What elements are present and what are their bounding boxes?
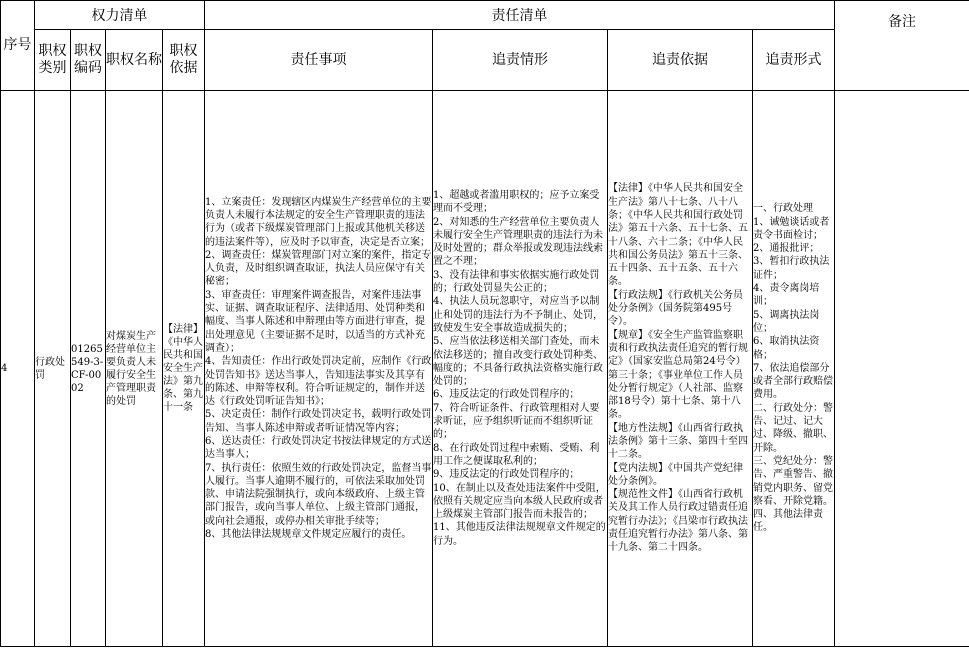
power-list-header: 权力清单 (35, 1, 205, 30)
row-accountability-basis: 【法律】《中华人民共和国安全生产法》第八十七条、八十八条；《中华人民共和国行政处罚法》第五十六条、五十七条、五十八条、六十二条；《中华人民共和国公务员法》第五十三条、五十四条、五十五条、五十六条。 【行政法规】《行政机关公务员处分条例》（国务院第495号令）。 【规章】《安全生产监管监察职责和行政执法责任追究的暂行规定》（国家安监总局第24号令）第三十条；《事业单位工作人员处分暂行规定》（人社部、监察部18号令）第十七条、第十八条。 【地方性法规】《山西省行政执法条例》第十三条、第四十至四十二条。 【党内法规】《中国共产党纪律处分条例》。 【规范性文件】《山西省行政机关及其工作人员行政过错责任追究暂行办法》；《吕梁市行政执法责任追究暂行办法》第八条、第十九条、第二十四条。 (608, 91, 753, 647)
row-power-type: 行政处罚 (35, 91, 71, 647)
remark-header: 备注 (835, 1, 969, 91)
accountability-forms-header: 追责形式 (753, 30, 835, 91)
row-accountability-forms: 一、行政处理 1、诫勉谈话或者责令书面检讨； 2、通报批评； 3、暂扣行政执法证件； 4、责令离岗培训； 5、调离执法岗位； 6、取消执法资格； 7、依法追偿部分或者全部行政赔偿费用。 二、行政处分：警告、记过、记大过、降级、撤职、开除。 三、党纪处分：警告、严重警告、撤销党内职务、留党察看、开除党籍。 四、其他法律责任。 (753, 91, 835, 647)
row-power-code: 01265549-3-CF-0002 (71, 91, 106, 647)
row-duty-items: 1、立案责任：发现辖区内煤炭生产经营单位的主要负责人未履行本法规定的安全生产管理职责的违法行为（或者下级煤炭管理部门上报或其他机关移送的违法案件等），应及时予以审查，决定是否立案； 2、调查责任：煤炭管理部门对立案的案件，指定专人负责，及时组织调查取证，执法人员应保守有关秘密； 3、审查责任：审理案件调查报告，对案件违法事实、证据、调查取证程序、法律适用、处罚种类和幅度、当事人陈述和申辩理由等方面进行审查，提出处理意见（主要证据不足时，以适当的方式补充调查）； 4、告知责任：作出行政处罚决定前，应制作《行政处罚告知书》送达当事人，告知违法事实及其享有的陈述、申辩等权利。符合听证规定的，制作并送达《行政处罚听证告知书》； 5、决定责任：制作行政处罚决定书，载明行政处罚告知、当事人陈述申辩或者听证情况等内容； 6、送达责任：行政处罚决定书按法律规定的方式送达当事人； 7、执行责任：依照生效的行政处罚决定，监督当事人履行。当事人逾期不履行的，可依法采取加处罚款、申请法院强制执行，或向本级政府、上级主管部门报告，或向当事人单位、上级主管部门通报，或向社会通报，或停办相关审批手续等； 8、其他法律法规规章文件规定应履行的责任。 (205, 91, 433, 647)
power-name-header: 职权名称 (106, 30, 163, 91)
seq-header: 序号 (1, 1, 35, 91)
duty-items-header: 责任事项 (205, 30, 433, 91)
accountability-cases-header: 追责情形 (433, 30, 608, 91)
power-type-header: 职权类别 (35, 30, 71, 91)
row-power-basis: 【法律】《中华人民共和国安全生产法》第九条、第九十一条 (163, 91, 205, 647)
accountability-basis-header: 追责依据 (608, 30, 753, 91)
power-basis-header: 职权依据 (163, 30, 205, 91)
table-row (1, 91, 969, 647)
power-code-header: 职权编码 (71, 30, 106, 91)
row-power-name: 对煤炭生产经营单位主要负责人未履行安全生产管理职责的处罚 (106, 91, 163, 647)
duty-list-header: 责任清单 (205, 1, 835, 30)
row-accountability-cases: 1、超越或者滥用职权的；应予立案受理而不受理； 2、对知悉的生产经营单位主要负责人未履行安全生产管理职责的违法行为未及时处置的；群众举报或发现违法线索置之不理； 3、没有法律和事实依据实施行政处罚的；行政处罚显失公正的； 4、执法人员玩忽职守，对应当予以制止和处罚的违法行为不予制止、处罚，致使发生安全事故造成损失的； 5、应当依法移送相关部门查处，而未依法移送的；擅自改变行政处罚种类、幅度的；不具备行政执法资格实施行政处罚的； 6、违反法定的行政处罚程序的； 7、符合听证条件、行政管理相对人要求听证，应予组织听证而不组织听证的； 8、在行政处罚过程中索贿、受贿、利用工作之便谋取私利的； 9、违反法定的行政处罚程序的； 10、在制止以及查处违法案件中受阻，依照有关规定应当向本级人民政府或者上级煤炭主管部门报告而未报告的； 11、其他违反法律法规规章文件规定的行为。 (433, 91, 608, 647)
row-seq: 4 (1, 91, 35, 647)
row-remark (835, 91, 969, 647)
